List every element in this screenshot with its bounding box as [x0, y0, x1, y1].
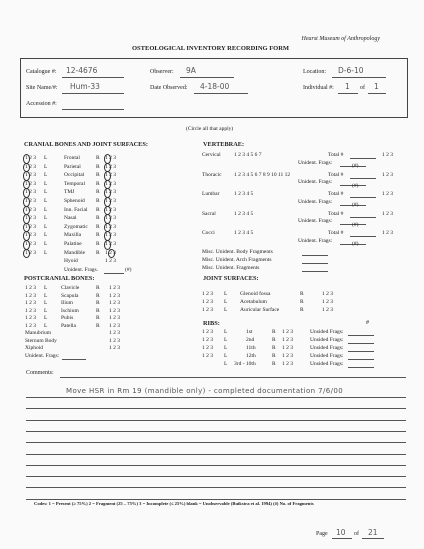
- joint-right-codes[interactable]: 1 2 3: [322, 291, 333, 297]
- rib-right-codes[interactable]: 1 2 3: [282, 353, 293, 359]
- postcranial-left-codes[interactable]: 1 2 3: [25, 315, 36, 321]
- cranial-bone-name: Maxilla: [64, 232, 82, 239]
- cranial-left-codes[interactable]: 1 2 3: [25, 172, 36, 179]
- vertebra-misc-line[interactable]: [302, 271, 328, 272]
- cranial-left-side: L: [44, 241, 48, 247]
- joint-right-side: R: [300, 299, 304, 305]
- page-of: of: [354, 531, 359, 537]
- rib-right-side: R: [272, 361, 276, 367]
- date-value[interactable]: 4-18-00: [200, 82, 230, 91]
- vertebra-numbers[interactable]: 1 2 3 4 5: [234, 191, 254, 197]
- comment-line[interactable]: [26, 476, 406, 477]
- individual-of: of: [360, 85, 365, 91]
- postcranial-right-codes[interactable]: 1 2 3: [109, 307, 120, 314]
- cranial-bone-name: Parietal: [64, 163, 81, 170]
- vertebra-unident-label: Unident. Frags:: [298, 218, 333, 224]
- rib-unsided-line[interactable]: [348, 351, 374, 352]
- cranial-right-side: R: [96, 206, 100, 213]
- vertebra-total-line[interactable]: [350, 178, 376, 179]
- rib-left-side: L: [224, 345, 228, 351]
- cranial-left-side: L: [44, 172, 48, 179]
- form-title: OSTEOLOGICAL INVENTORY RECORDING FORM: [132, 45, 290, 52]
- comment-line[interactable]: [26, 454, 406, 455]
- vertebra-numbers[interactable]: 1 2 3 4 5: [234, 210, 254, 217]
- cranial-bone-name: TMJ: [64, 189, 75, 196]
- cranial-bone-name: Palatine: [64, 241, 82, 247]
- rib-left-codes[interactable]: 1 2 3: [202, 345, 213, 351]
- cranial-right-codes[interactable]: 1 2 3: [105, 223, 116, 230]
- cranial-right-codes[interactable]: 1 2 3: [105, 241, 116, 247]
- postcranial-left-side: L: [44, 307, 48, 314]
- cranial-unident-suffix: (#): [125, 266, 132, 273]
- rib-unsided-label: Unsided Frags:: [310, 361, 344, 367]
- rib-right-side: R: [272, 345, 276, 351]
- comment-line[interactable]: [26, 442, 406, 443]
- ribs-hash: #: [366, 320, 369, 326]
- site-label: Site Name/#:: [26, 85, 58, 91]
- postcranial-right-codes[interactable]: 1 2 3: [109, 300, 120, 306]
- location-value[interactable]: D-6-10: [338, 66, 364, 75]
- joint-right-side: R: [300, 307, 304, 313]
- rib-unsided-label: Unsided Frags:: [310, 353, 344, 359]
- postcranial-left-codes[interactable]: 1 2 3: [25, 285, 36, 291]
- cranial-bone-name: Frontal: [64, 155, 80, 161]
- postcranial-right-side: R: [96, 285, 100, 291]
- museum-name: Hearst Museum of Anthropology: [301, 36, 380, 42]
- rib-left-side: L: [224, 353, 228, 359]
- postcranial-left-side: L: [44, 315, 48, 321]
- vertebra-unident-label: Unident. Frags:: [298, 198, 333, 205]
- postcranial-left-side: L: [44, 285, 48, 291]
- comments-text[interactable]: Move HSR in Rm 19 (mandible only) - completed documentation 7/6/00: [66, 387, 344, 395]
- rib-unsided-label: Unsided Frags:: [310, 345, 344, 351]
- postcranial-title: POSTCRANIAL BONES:: [24, 275, 95, 282]
- cranial-left-codes[interactable]: 1 2 3: [25, 163, 36, 170]
- ribs-title: RIBS:: [203, 320, 220, 327]
- site-value[interactable]: Hum-33: [70, 82, 100, 91]
- vertebra-total-line[interactable]: [350, 236, 376, 237]
- postcranial-left-codes[interactable]: 1 2 3: [25, 322, 36, 329]
- vertebra-codes[interactable]: 1 2 3: [382, 230, 393, 236]
- rib-unsided-label: Unsided Frags:: [310, 337, 344, 343]
- vertebra-unident-label: Unident. Frags:: [298, 237, 333, 244]
- postcranial-right-side: R: [96, 322, 100, 329]
- vertebra-total-line[interactable]: [350, 158, 376, 159]
- vertebra-unident-suffix: (#): [352, 182, 359, 189]
- cranial-left-codes[interactable]: 1 2 3: [25, 232, 36, 239]
- rib-unsided-line[interactable]: [348, 367, 374, 368]
- page-label: Page: [316, 531, 328, 537]
- comment-line[interactable]: [26, 431, 406, 432]
- postcranial-right-codes[interactable]: 1 2 3: [109, 285, 120, 291]
- observer-value[interactable]: 9A: [186, 66, 196, 75]
- vertebra-name: Sacral: [202, 210, 216, 217]
- vertebra-total-label: Total #: [328, 210, 344, 217]
- vertebra-total-label: Total #: [328, 152, 344, 158]
- rib-right-side: R: [272, 337, 276, 343]
- cranial-left-codes[interactable]: 1 2 3: [25, 215, 36, 222]
- postcranial-right-codes[interactable]: 1 2 3: [109, 322, 120, 329]
- cranial-right-codes[interactable]: 1 2 3: [105, 155, 116, 161]
- hand-circle-mark: [104, 240, 111, 250]
- comment-line[interactable]: [26, 420, 406, 421]
- vertebra-codes[interactable]: 1 2 3: [382, 152, 393, 158]
- postcranial-bone-name: Ilium: [61, 300, 73, 306]
- cranial-right-codes[interactable]: 1 2 3: [105, 198, 116, 204]
- cranial-unident-line[interactable]: [104, 273, 124, 274]
- postcranial-right-codes[interactable]: 1 2 3: [109, 292, 120, 299]
- location-label: Location:: [303, 69, 326, 75]
- vertebra-codes[interactable]: 1 2 3: [382, 171, 393, 178]
- catalogue-value[interactable]: 12-4676: [66, 66, 98, 75]
- cranial-left-codes[interactable]: 1 2 3: [25, 249, 36, 256]
- codes-legend: Codes: 1 = Present (≥ 75%) 2 = Fragment (25 – 75%) 3 = Incomplete (≤ 25%) blank = Unobservable (Buikstra et al. 1994) (#) No. of Fragments: [34, 501, 314, 506]
- postcranial-single-name: Xiphoid: [25, 345, 44, 351]
- vertebra-numbers[interactable]: 1 2 3 4 5 6 7 8 9 10 11 12: [234, 171, 291, 178]
- joint-left-codes[interactable]: 1 2 3: [202, 307, 213, 313]
- postcranial-bone-name: Clavicle: [61, 285, 80, 291]
- postcranial-unident-label: Unident. Frags:: [25, 352, 60, 359]
- vertebra-misc-label: Misc. Unident. Body Fragments: [202, 249, 273, 255]
- cranial-right-side: R: [96, 232, 100, 239]
- rib-right-codes[interactable]: 1 2 3: [282, 361, 293, 367]
- cranial-left-side: L: [44, 232, 48, 239]
- cranial-bone-name: Nasal: [64, 215, 77, 222]
- vertebra-total-line[interactable]: [350, 197, 376, 198]
- rib-left-codes[interactable]: 1 2 3: [202, 329, 213, 335]
- rib-right-codes[interactable]: 1 2 3: [282, 337, 293, 343]
- cranial-left-codes[interactable]: 1 2 3: [25, 180, 36, 187]
- cranial-right-side: R: [96, 215, 100, 222]
- postcranial-single-codes[interactable]: 1 2 3: [109, 345, 120, 351]
- postcranial-bone-name: Pubis: [61, 315, 74, 321]
- rib-left-codes[interactable]: 1 2 3: [202, 337, 213, 343]
- cranial-bone-name: Occipital: [64, 172, 85, 179]
- cranial-bone-name: Mandible: [64, 249, 86, 256]
- individual-total[interactable]: 1: [374, 82, 379, 91]
- rib-name: 12th: [246, 353, 256, 359]
- cranial-right-side: R: [96, 241, 100, 247]
- joint-name: Auricular Surface: [240, 307, 280, 313]
- joint-name: Glenoid fossa: [240, 291, 271, 297]
- individual-value[interactable]: 1: [345, 82, 350, 91]
- accession-label: Accession #:: [26, 101, 57, 107]
- ribs-table: [202, 329, 412, 369]
- postcranial-single-codes[interactable]: 1 2 3: [109, 337, 120, 344]
- vertebra-unident-suffix: (#): [352, 202, 359, 208]
- cranial-right-codes[interactable]: 1 2 3: [105, 163, 116, 170]
- vertebra-misc-label: Misc. Unident. Fragments: [202, 265, 260, 271]
- joint-left-side: L: [224, 291, 228, 297]
- cranial-bone-name: Inn. Facial: [64, 206, 88, 213]
- cranial-right-side: R: [96, 189, 100, 196]
- date-label: Date Observed:: [150, 85, 188, 91]
- joint-right-side: R: [300, 291, 304, 297]
- cranial-left-side: L: [44, 163, 48, 170]
- cranial-bone-name: Temporal: [64, 180, 85, 187]
- hand-circle-mark: [23, 249, 30, 259]
- vertebra-codes[interactable]: 1 2 3: [382, 210, 393, 217]
- cranial-left-side: L: [44, 155, 48, 161]
- vertebra-misc-label: Misc. Unident. Arch Fragments: [202, 257, 272, 263]
- cranial-left-codes[interactable]: 1 2 3: [25, 155, 36, 161]
- vertebra-unident-label: Unident. Frags:: [298, 159, 333, 166]
- rib-unsided-line[interactable]: [348, 343, 374, 344]
- vertebra-unident-suffix: (#): [352, 221, 359, 228]
- postcranial-right-side: R: [96, 292, 100, 299]
- joint-left-side: L: [224, 307, 228, 313]
- postcranial-single-name: Manubrium: [25, 330, 51, 336]
- cranial-right-codes[interactable]: 1 2 3: [105, 206, 116, 213]
- rib-right-codes[interactable]: 1 2 3: [282, 345, 293, 351]
- cranial-right-codes[interactable]: 1 2 3: [105, 215, 116, 222]
- vertebra-name: Lumbar: [202, 191, 220, 197]
- cranial-right-side: R: [96, 198, 100, 204]
- vertebra-total-label: Total #: [328, 171, 344, 178]
- postcranial-single-codes[interactable]: 1 2 3: [109, 330, 120, 336]
- comment-line[interactable]: [26, 465, 406, 466]
- rib-left-side: L: [224, 329, 228, 335]
- vertebra-unident-suffix: (#): [352, 163, 359, 169]
- joint-right-codes[interactable]: 1 2 3: [322, 307, 333, 313]
- cranial-unident-label: Unident. Frags.: [64, 266, 99, 273]
- cranial-hyoid: Hyoid: [64, 258, 78, 265]
- postcranial-left-codes[interactable]: 1 2 3: [25, 307, 36, 314]
- comment-line[interactable]: [26, 487, 406, 488]
- cranial-right-side: R: [96, 249, 100, 256]
- cranial-right-side: R: [96, 172, 100, 179]
- rib-right-side: R: [272, 329, 276, 335]
- vertebra-total-label: Total #: [328, 230, 344, 236]
- rib-name: 2nd: [246, 337, 255, 343]
- cranial-left-codes[interactable]: 1 2 3: [25, 206, 36, 213]
- circle-note: (Circle all that apply): [186, 126, 234, 132]
- cranial-right-side: R: [96, 223, 100, 230]
- comment-line[interactable]: [26, 499, 406, 500]
- joint-left-codes[interactable]: 1 2 3: [202, 291, 213, 297]
- cranial-right-side: R: [96, 180, 100, 187]
- vertebra-name: Thoracic: [202, 171, 222, 178]
- postcranial-unident-line[interactable]: [62, 359, 86, 360]
- cranial-right-codes[interactable]: 1 2 3: [105, 189, 116, 196]
- page-number[interactable]: 10: [336, 528, 346, 537]
- joint-left-codes[interactable]: 1 2 3: [202, 299, 213, 305]
- joint-left-side: L: [224, 299, 228, 305]
- cranial-left-side: L: [44, 189, 48, 196]
- vertebra-unident-label: Unident. Frags:: [298, 179, 333, 185]
- postcranial-left-side: L: [44, 322, 48, 329]
- vertebra-name: Cocci: [202, 230, 215, 236]
- cranial-hyoid-codes[interactable]: 1 2 3: [105, 258, 116, 265]
- rib-name: 11th: [246, 345, 256, 351]
- joint-right-codes[interactable]: 1 2 3: [322, 299, 333, 305]
- cranial-left-codes[interactable]: 1 2 3: [25, 198, 36, 204]
- postcranial-bone-name: Patella: [61, 322, 76, 329]
- rib-right-side: R: [272, 353, 276, 359]
- cranial-bone-name: Zygomatic: [64, 223, 88, 230]
- cranial-right-codes[interactable]: 1 2 3: [105, 232, 116, 239]
- page-total[interactable]: 21: [368, 528, 378, 537]
- cranial-left-side: L: [44, 249, 48, 256]
- cranial-left-side: L: [44, 206, 48, 213]
- postcranial-right-side: R: [96, 315, 100, 321]
- rib-left-codes[interactable]: 1 2 3: [202, 353, 213, 359]
- cranial-right-side: R: [96, 163, 100, 170]
- comment-line[interactable]: [26, 408, 406, 409]
- postcranial-right-codes[interactable]: 1 2 3: [109, 315, 120, 321]
- postcranial-right-side: R: [96, 300, 100, 306]
- rib-unsided-label: Unsided Frags:: [310, 329, 344, 335]
- hand-circle-mark: [108, 249, 115, 259]
- cranial-left-codes[interactable]: 1 2 3: [25, 241, 36, 247]
- postcranial-left-side: L: [44, 300, 48, 306]
- joints-table: [202, 291, 412, 315]
- vertebrae-title: VERTEBRAE:: [203, 141, 245, 148]
- rib-unsided-line[interactable]: [348, 335, 374, 336]
- observer-label: Observer:: [150, 69, 174, 75]
- cranial-left-side: L: [44, 223, 48, 230]
- postcranial-left-side: L: [44, 292, 48, 299]
- rib-unsided-line[interactable]: [348, 359, 374, 360]
- joint-name: Acetabulum: [240, 299, 267, 305]
- vertebra-codes[interactable]: 1 2 3: [382, 191, 393, 197]
- vertebra-misc-line[interactable]: [302, 255, 328, 256]
- vertebra-name: Cervical: [202, 152, 221, 158]
- cranial-left-codes[interactable]: 1 2 3: [25, 189, 36, 196]
- cranial-left-side: L: [44, 180, 48, 187]
- vertebra-numbers[interactable]: 1 2 3 4 5 6 7: [234, 152, 262, 158]
- postcranial-left-codes[interactable]: 1 2 3: [25, 292, 36, 299]
- rib-right-codes[interactable]: 1 2 3: [282, 329, 293, 335]
- cranial-right-side: R: [96, 155, 100, 161]
- individual-label: Individual #:: [303, 85, 334, 91]
- joints-title: JOINT SURFACES:: [203, 275, 259, 282]
- vertebrae-table: [202, 152, 412, 271]
- cranial-left-side: L: [44, 215, 48, 222]
- rib-name: 1st: [246, 329, 253, 335]
- cranial-bone-name: Sphenoid: [64, 198, 85, 204]
- rib-left-side: L: [224, 337, 228, 343]
- catalogue-label: Catalogue #:: [26, 69, 57, 75]
- vertebra-total-line[interactable]: [350, 217, 376, 218]
- vertebra-unident-suffix: (#): [352, 241, 359, 247]
- cranial-right-codes[interactable]: 1 2 3: [105, 180, 116, 187]
- vertebra-misc-line[interactable]: [302, 263, 328, 264]
- vertebra-numbers[interactable]: 1 2 3 4 5: [234, 230, 254, 236]
- cranial-table: [24, 155, 174, 275]
- postcranial-bone-name: Ischium: [61, 307, 79, 314]
- postcranial-left-codes[interactable]: 1 2 3: [25, 300, 36, 306]
- cranial-right-codes[interactable]: 1 2 3: [105, 172, 116, 179]
- postcranial-table: [24, 285, 174, 365]
- rib-left-side: L: [224, 361, 228, 367]
- comment-line[interactable]: [26, 397, 406, 398]
- comments-label: Comments:: [26, 370, 54, 376]
- postcranial-single-name: Sternum Body: [25, 337, 57, 344]
- cranial-left-side: L: [44, 198, 48, 204]
- rib-name: 3rd - 10th: [234, 361, 256, 367]
- postcranial-right-side: R: [96, 307, 100, 314]
- cranial-right-codes[interactable]: 1 2 3: [105, 249, 116, 256]
- vertebra-total-label: Total #: [328, 191, 344, 197]
- cranial-title: CRANIAL BONES AND JOINT SURFACES:: [24, 141, 148, 148]
- cranial-left-codes[interactable]: 1 2 3: [25, 223, 36, 230]
- postcranial-bone-name: Scapula: [61, 292, 79, 299]
